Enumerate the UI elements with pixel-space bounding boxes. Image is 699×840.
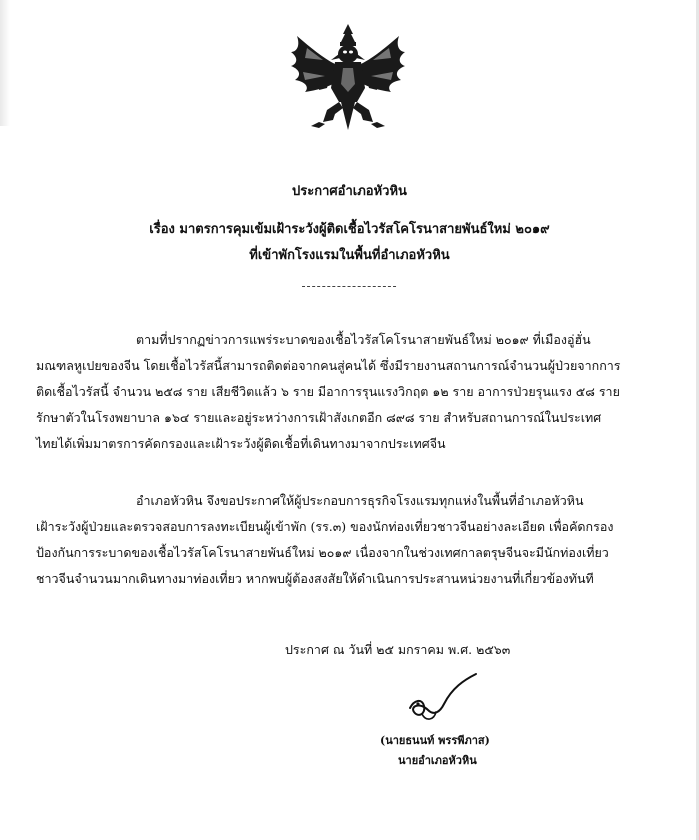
separator: ------------------- (301, 279, 398, 293)
paragraph-2 (36, 488, 676, 592)
paragraph-2-line: เฝ้าระวังผู้ป่วยและตรวจสอบการลงทะเบียนผู้เข้าพัก (รร.๓) ของนักท่องเที่ยวชาวจีนอย่างละเอียด เพื่อคัดกรอง (36, 519, 614, 534)
signer-name: (นายธนนท์ พรรพีภาส) (380, 734, 490, 747)
paragraph-1 (36, 327, 676, 457)
paragraph-1-line: รักษาตัวในโรงพยาบาล ๑๖๔ รายและอยู่ระหว่างการเฝ้าสังเกตอีก ๘๙๘ ราย สำหรับสถานการณ์ในประเทศ (36, 410, 602, 425)
paragraph-2-line: ป้องกันการระบาดของเชื้อไวรัสโคโรนาสายพันธ์ใหม่ ๒๐๑๙ เนื่องจากในช่วงเทศกาลตรุษจีนจะมีนักท่องเที่ยว (36, 545, 609, 560)
paragraph-1-line: ตามที่ปรากฏข่าวการแพร่ระบาดของเชื้อไวรัสโคโรนาสายพันธ์ใหม่ ๒๐๑๙ ที่เมืองอู่ฮั่น (136, 332, 591, 347)
paragraph-2-line: ชาวจีนจำนวนมากเดินทางมาท่องเที่ยว หากพบผู้ต้องสงสัยให้ดำเนินการประสานหน่วยงานที่เกี่ยวข้องทันที (36, 571, 594, 586)
announcement-date: ประกาศ ณ วันที่ ๒๕ มกราคม พ.ศ. ๒๕๖๓ (285, 642, 511, 657)
signature-image (404, 666, 484, 726)
paragraph-2-line: อำเภอหัวหิน จึงขอประกาศให้ผู้ประกอบการธุรกิจโรงแรมทุกแห่งในพื้นที่อำเภอหัวหิน (136, 493, 584, 508)
announcement-title: ประกาศอำเภอหัวหิน (292, 184, 407, 199)
page-edge-shadow (0, 0, 10, 126)
signer-position: นายอำเภอหัวหิน (398, 754, 477, 767)
paragraph-1-line: ไทยได้เพิ่มมาตรการคัดกรองและเฝ้าระวังผู้ติดเชื้อที่เดินทางมาจากประเทศจีน (36, 436, 446, 451)
garuda-emblem (283, 18, 413, 134)
subject-line-1: เรื่อง มาตรการคุมเข้มเฝ้าระวังผู้ติดเชื้อไวรัสโคโรนาสายพันธ์ใหม่ ๒๐๑๙ (149, 222, 550, 237)
paragraph-1-line: มณฑลหูเปยของจีน โดยเชื้อไวรัสนี้สามารถติดต่อจากคนสู่คนได้ ซึ่งมีรายงานสถานการณ์จำนวนผู้ป่วยจากการ (36, 358, 621, 373)
paragraph-1-line: ติดเชื้อไวรัสนี้ จำนวน ๒๕๘ ราย เสียชีวิตแล้ว ๖ ราย มีอาการรุนแรงวิกฤต ๑๒ ราย อาการป่วยรุนแรง ๕๘ ราย (36, 384, 620, 399)
subject-line-2: ที่เข้าพักโรงแรมในพื้นที่อำเภอหัวหิน (249, 248, 450, 263)
